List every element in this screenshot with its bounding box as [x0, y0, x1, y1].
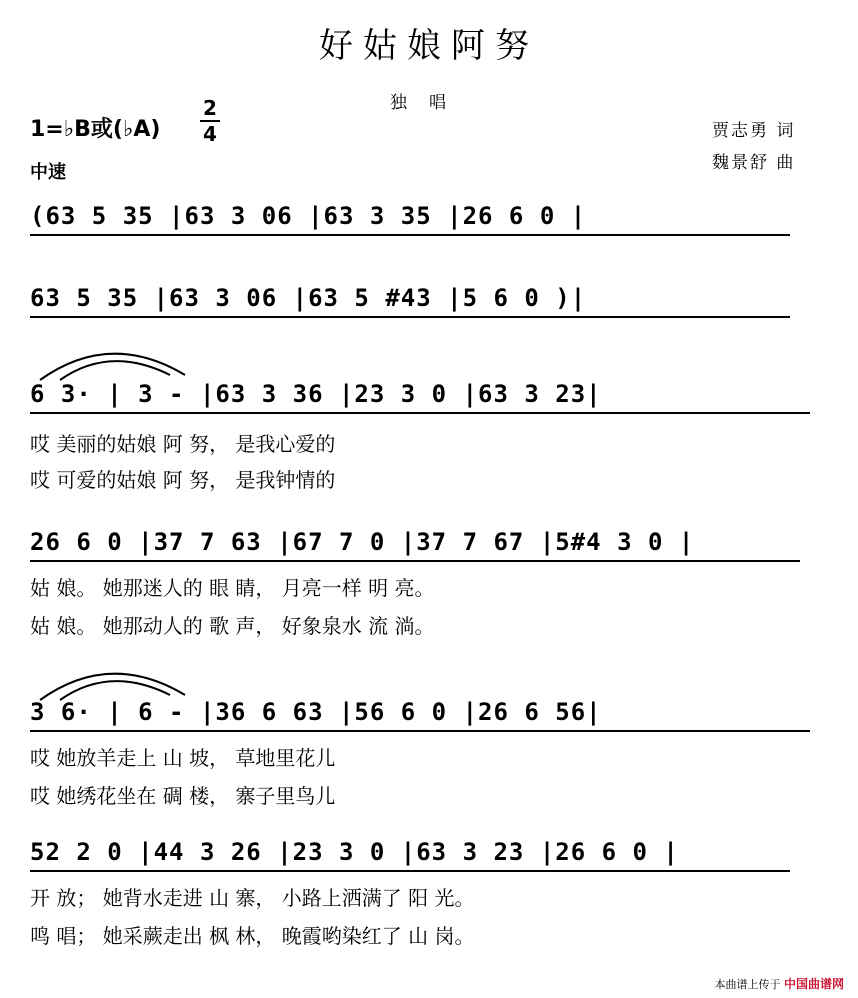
notation-text: 63 5 35 |63 3 06 |63 5 #43 |5 6 0 )|	[30, 284, 587, 312]
notation-text: (63 5 35 |63 3 06 |63 3 35 |26 6 0 |	[30, 202, 587, 230]
lyrics-verse-1: 哎 她放羊走上 山 坡， 草地里花儿	[30, 746, 336, 770]
key-signature: 1=♭B或(♭A)	[30, 117, 161, 142]
score-row-3	[0, 372, 858, 416]
lyrics-verse-1: 哎 美丽的姑娘 阿 努， 是我心爱的	[30, 432, 336, 456]
upload-footer	[714, 975, 844, 992]
time-signature-bottom: 4	[203, 122, 217, 146]
notation-text: 26 6 0 |37 7 63 |67 7 0 |37 7 67 |5#4 3 0 |	[30, 528, 695, 556]
time-signature	[200, 97, 220, 145]
score-row-2	[0, 276, 858, 320]
lyrics-verse-2: 哎 可爱的姑娘 阿 努， 是我钟情的	[30, 468, 336, 492]
composer-credit: 魏景舒 曲	[712, 153, 796, 173]
score-row-1	[0, 194, 858, 238]
score-row-5	[0, 690, 858, 734]
performance-type: 独唱	[390, 93, 468, 113]
time-signature-top: 2	[203, 96, 217, 120]
lyricist-credit: 贾志勇 词	[712, 121, 796, 141]
score-row-6	[0, 830, 858, 874]
notation-text: 6 3· | 3 - |63 3 36 |23 3 0 |63 3 23|	[30, 380, 602, 408]
lyrics-verse-1: 开 放； 她背水走进 山 寨， 小路上洒满了 阳 光。	[30, 886, 475, 910]
score-row-4	[0, 520, 858, 564]
notation-text: 3 6· | 6 - |36 6 63 |56 6 0 |26 6 56|	[30, 698, 602, 726]
lyrics-verse-1: 姑 娘。 她那迷人的 眼 睛， 月亮一样 明 亮。	[30, 576, 435, 600]
notation-text: 52 2 0 |44 3 26 |23 3 0 |63 3 23 |26 6 0 |	[30, 838, 679, 866]
site-logo[interactable]: 中国曲谱网	[783, 977, 844, 991]
lyrics-verse-2: 哎 她绣花坐在 碉 楼， 寨子里鸟儿	[30, 784, 336, 808]
song-title: 好姑娘阿努	[319, 26, 539, 66]
tempo-marking: 中速	[30, 162, 66, 183]
lyrics-verse-2: 姑 娘。 她那动人的 歌 声， 好象泉水 流 淌。	[30, 614, 435, 638]
lyrics-verse-2: 鸣 唱； 她采蕨走出 枫 林， 晚霞哟染红了 山 岗。	[30, 924, 475, 948]
footer-text: 本曲谱上传于	[714, 978, 781, 991]
